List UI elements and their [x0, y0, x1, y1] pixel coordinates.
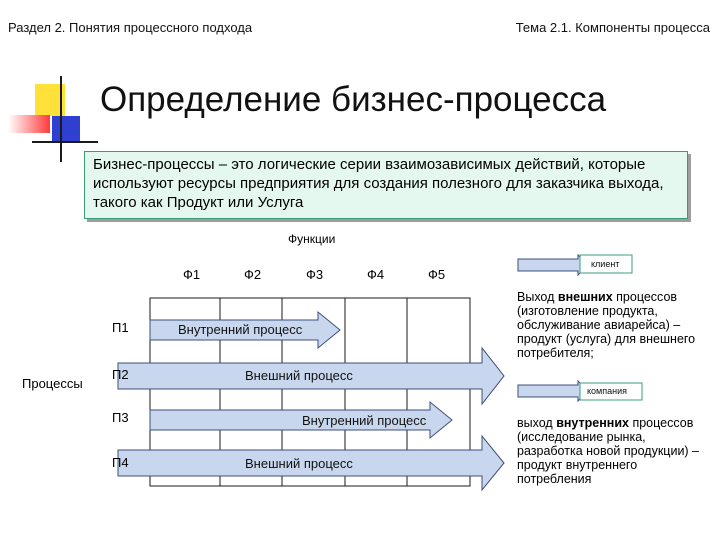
arrow-label: Внутренний процесс	[178, 322, 303, 337]
external-bold: внешних	[557, 290, 613, 304]
process-label: П1	[112, 320, 129, 335]
client-legend-arrow	[518, 255, 588, 275]
function-label: Ф3	[306, 267, 324, 282]
internal-suffix: процессов (исследование рынка, разработка новой продукции) – продукт внутреннего потребления	[517, 416, 700, 486]
function-label: Ф4	[367, 267, 385, 282]
topic-header: Тема 2.1. Компоненты процесса	[515, 20, 710, 35]
function-label: Ф2	[244, 267, 262, 282]
arrow-label: Внешний процесс	[245, 368, 353, 383]
external-prefix: Выход	[517, 290, 558, 304]
external-output-description	[517, 290, 712, 360]
company-legend-arrow	[518, 381, 588, 401]
definition-text: Бизнес-процессы – это логические серии взаимозависимых действий, которые используют ресурсы предприятия для создания полезного для заказчика выхода, такого как Продукт или Услуга	[93, 156, 664, 211]
internal-prefix: выход	[517, 416, 557, 430]
processes-label: Процессы	[22, 376, 83, 391]
arrow-label: Внешний процесс	[245, 456, 353, 471]
internal-output-description	[517, 416, 712, 486]
function-label: Ф1	[183, 267, 201, 282]
page-title: Определение бизнес-процесса	[100, 80, 607, 119]
process-label: П3	[112, 410, 129, 425]
section-header: Раздел 2. Понятия процессного подхода	[8, 20, 253, 35]
client-tag: клиент	[591, 259, 620, 269]
process-label: П2	[112, 367, 129, 382]
process-label: П4	[112, 455, 129, 470]
internal-bold: внутренних	[556, 416, 629, 430]
external-suffix: процессов (изготовление продукта, обслуживание авиарейса) – продукт (услуга) для внешнего потребителя;	[517, 290, 696, 360]
company-tag: компания	[587, 386, 627, 396]
function-label: Ф5	[428, 267, 446, 282]
arrow-label: Внутренний процесс	[302, 413, 427, 428]
functions-label: Функции	[288, 232, 336, 246]
